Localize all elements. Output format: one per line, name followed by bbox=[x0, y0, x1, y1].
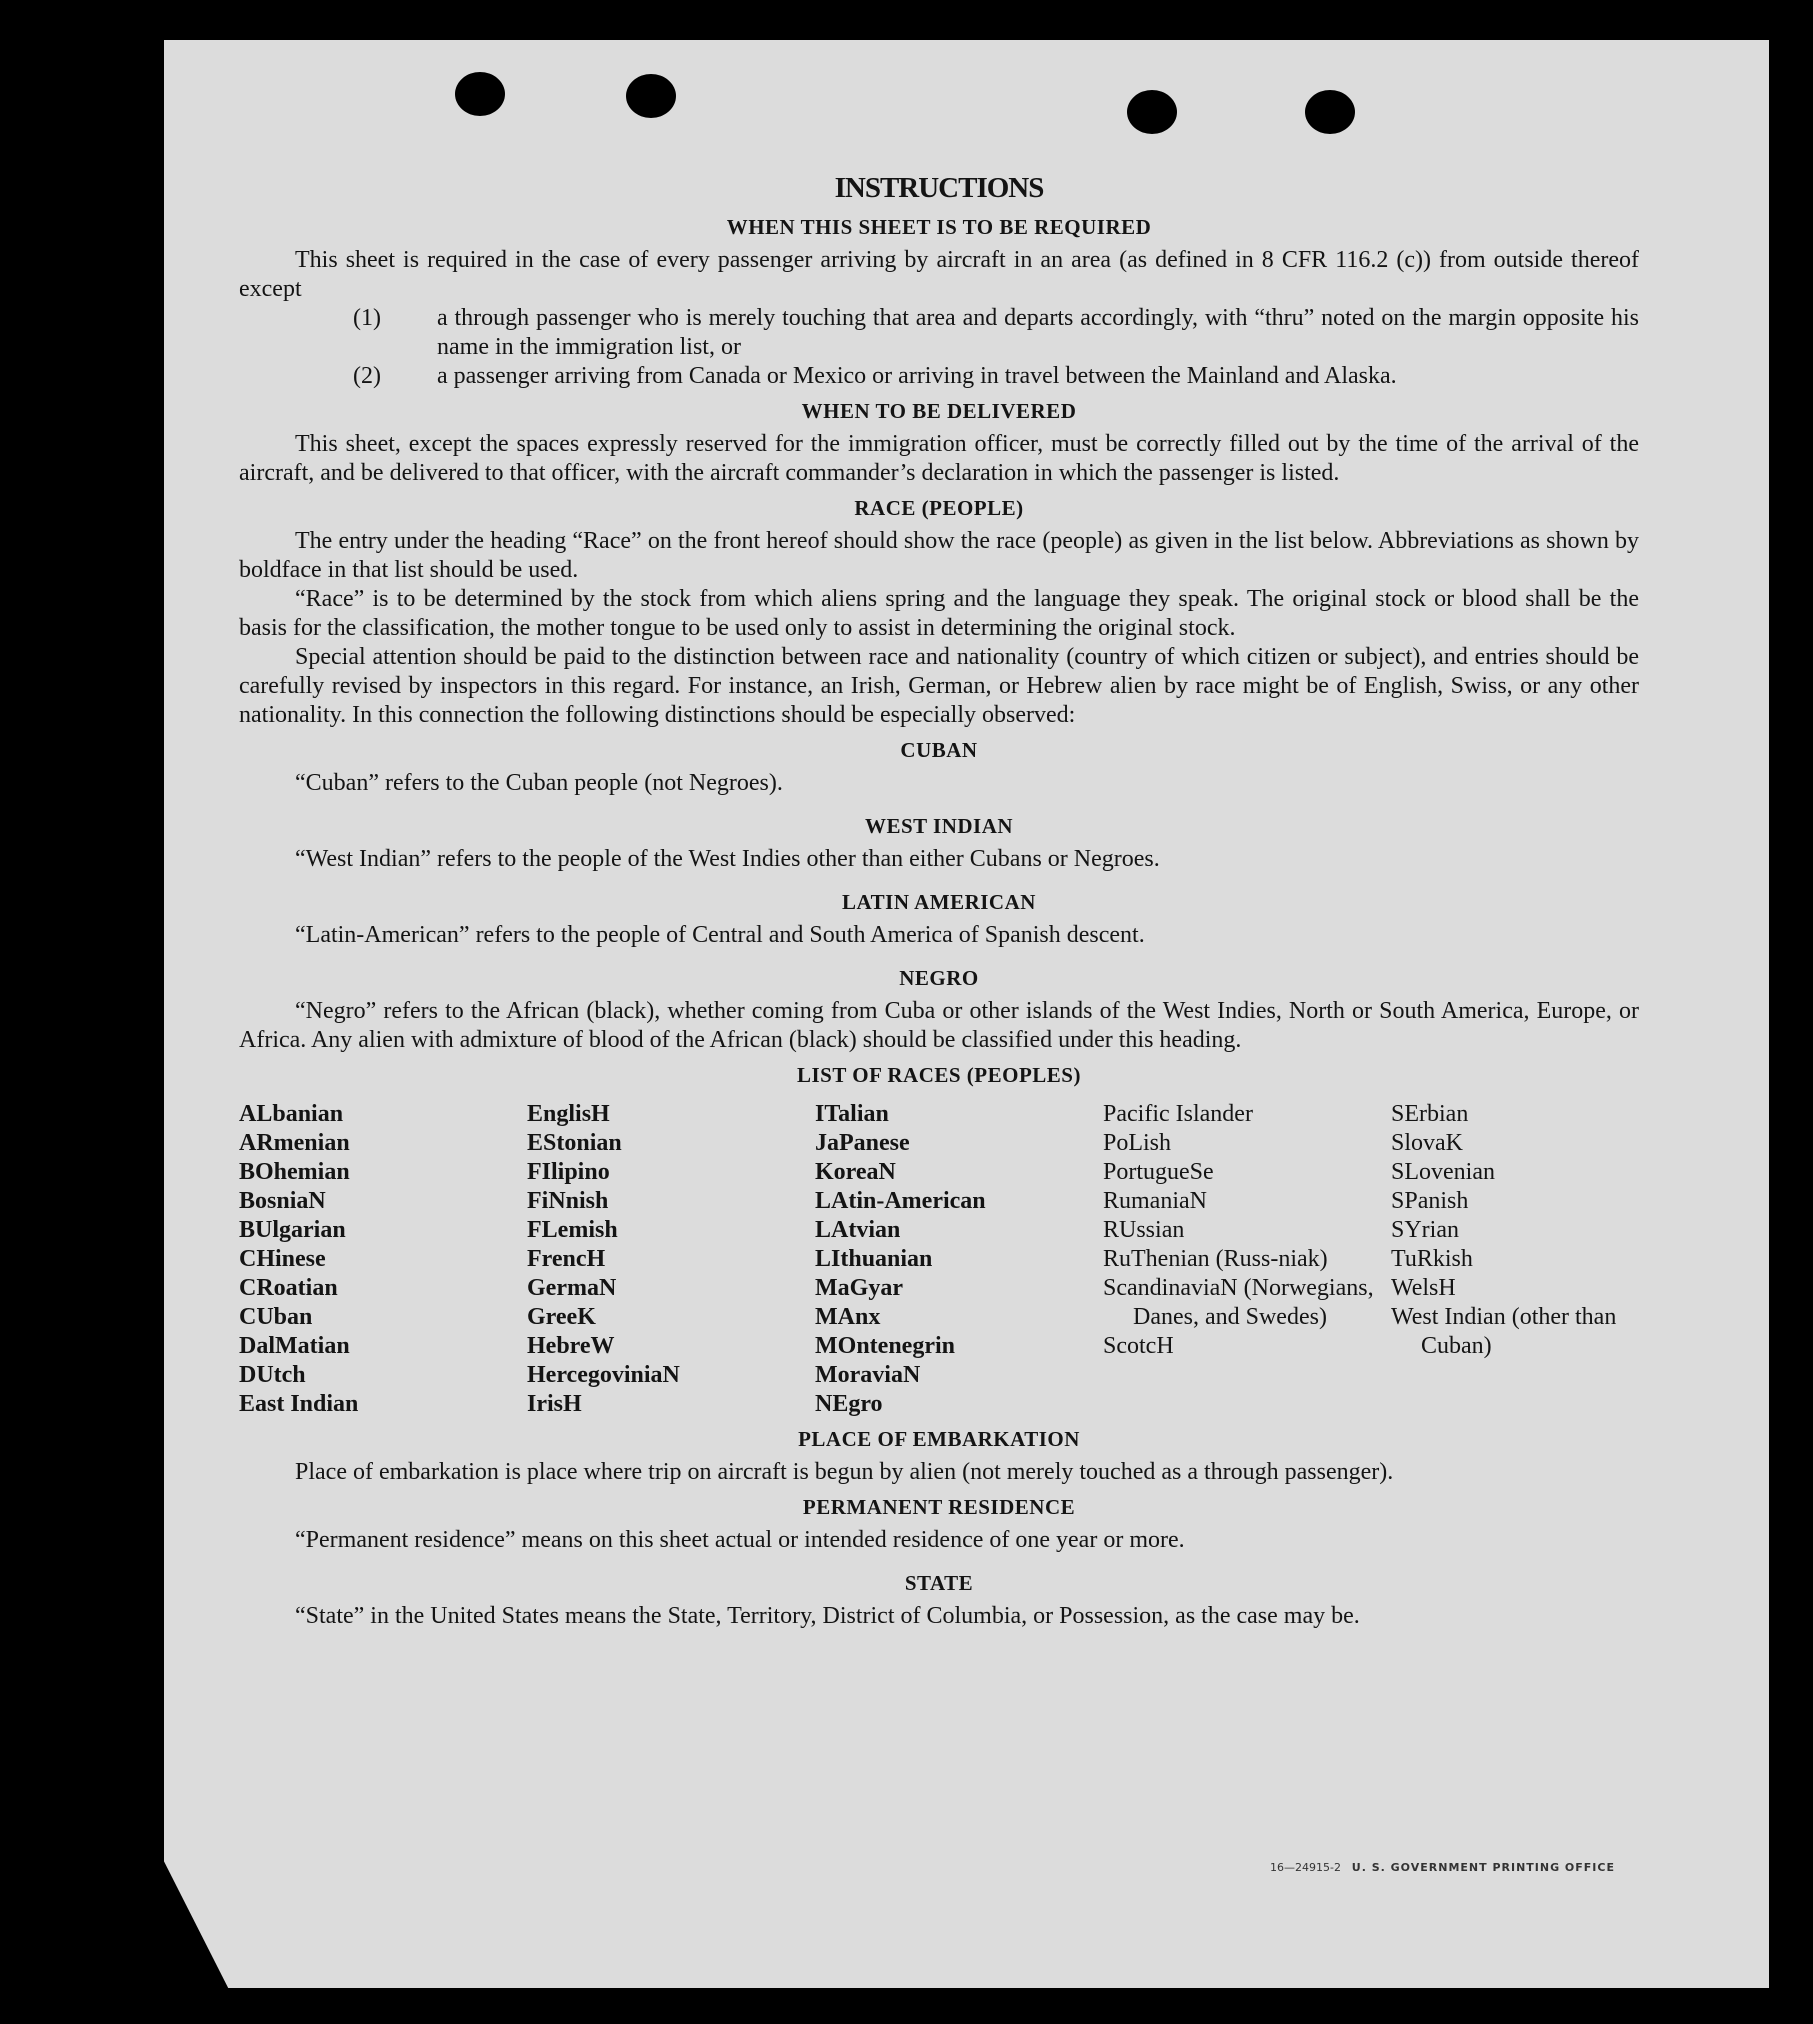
exception-item bbox=[239, 304, 1639, 362]
heading-when-delivered: WHEN TO BE DELIVERED bbox=[801, 399, 1077, 423]
race-entry: BosniaN bbox=[239, 1188, 326, 1214]
heading-latin-american: LATIN AMERICAN bbox=[842, 890, 1036, 914]
race-entry: BUlgarian bbox=[239, 1217, 346, 1243]
item-text: a through passenger who is merely touching that area and departs accordingly, with “thru” noted on the margin opposite his name in the immigration list, or bbox=[437, 305, 1639, 360]
embarkation-text: Place of embarkation is place where trip on aircraft is begun by alien (not merely touched as a through passenger). bbox=[295, 1459, 1394, 1485]
race-entry: RUssian bbox=[1103, 1217, 1185, 1243]
form-number: 16—24915-2 bbox=[1270, 1861, 1341, 1874]
race-entry: RumaniaN bbox=[1103, 1188, 1207, 1214]
heading-state: STATE bbox=[904, 1571, 974, 1595]
race-entry: LAtvian bbox=[815, 1217, 901, 1243]
races-column-3 bbox=[815, 1100, 1103, 1419]
race-entry: CRoatian bbox=[239, 1275, 338, 1301]
races-column-1 bbox=[239, 1100, 527, 1419]
punch-hole bbox=[626, 74, 676, 118]
race-entry: FiNnish bbox=[527, 1188, 609, 1214]
heading-permanent-residence: PERMANENT RESIDENCE bbox=[802, 1495, 1076, 1519]
race-entry: LIthuanian bbox=[815, 1246, 933, 1272]
permanent-residence-text: “Permanent residence” means on this sheet actual or intended residence of one year or more. bbox=[295, 1527, 1185, 1553]
race-entry: LAtin-American bbox=[815, 1188, 986, 1214]
punch-hole bbox=[455, 72, 505, 116]
heading-list-of-races: LIST OF RACES (PEOPLES) bbox=[797, 1063, 1081, 1087]
race-entry: SYrian bbox=[1391, 1217, 1459, 1243]
latin-american-text: “Latin-American” refers to the people of Central and South America of Spanish descent. bbox=[295, 922, 1145, 948]
heading-negro: NEGRO bbox=[899, 966, 979, 990]
race-entry: PortugueSe bbox=[1103, 1159, 1214, 1185]
race-entry: HercegoviniaN bbox=[527, 1362, 680, 1388]
race-entry: SLovenian bbox=[1391, 1159, 1495, 1185]
heading-embarkation: PLACE OF EMBARKATION bbox=[798, 1427, 1080, 1451]
race-entry: East Indian bbox=[239, 1391, 359, 1417]
instructions-body bbox=[239, 170, 1639, 1631]
heading-race: RACE (PEOPLE) bbox=[854, 496, 1024, 520]
race-entry: PoLish bbox=[1103, 1130, 1172, 1156]
item-text: a passenger arriving from Canada or Mexico or arriving in travel between the Mainland and Alaska. bbox=[437, 363, 1397, 389]
exception-item bbox=[239, 362, 1639, 391]
item-number: (2) bbox=[353, 363, 381, 389]
heading-when-required: WHEN THIS SHEET IS TO BE REQUIRED bbox=[726, 215, 1152, 239]
race-paragraph-2: “Race” is to be determined by the stock from which aliens spring and the language they speak. The original stock or blood shall be the basis for the classification, the mother tongue to be used only to assist in determining the original stock. bbox=[239, 586, 1639, 641]
race-paragraph-3: Special attention should be paid to the distinction between race and nationality (country of which citizen or subject), and entries should be carefully revised by inspectors in this regard. For instance, an Irish, German, or Hebrew alien by race might be of English, Swiss, or any other nationality. In this connection the following distinctions should be especially observed: bbox=[239, 644, 1639, 728]
page-title: INSTRUCTIONS bbox=[834, 172, 1044, 204]
race-entry: FIlipino bbox=[527, 1159, 610, 1185]
race-entry: TuRkish bbox=[1391, 1246, 1473, 1272]
race-entry: MOntenegrin bbox=[815, 1333, 955, 1359]
race-entry: ALbanian bbox=[239, 1101, 344, 1127]
printer-credit: U. S. GOVERNMENT PRINTING OFFICE bbox=[1351, 1861, 1615, 1874]
print-footer bbox=[1270, 1861, 1615, 1874]
race-entry: SErbian bbox=[1391, 1101, 1469, 1127]
when-required-intro: This sheet is required in the case of every passenger arriving by aircraft in an area (as defined in 8 CFR 116.2 (c)) from outside thereof except bbox=[239, 247, 1639, 302]
race-entry: KoreaN bbox=[815, 1159, 896, 1185]
races-column-2 bbox=[527, 1100, 815, 1419]
races-list bbox=[239, 1100, 1639, 1419]
race-entry: EStonian bbox=[527, 1130, 622, 1156]
race-entry: SPanish bbox=[1391, 1188, 1469, 1214]
race-entry: NEgro bbox=[815, 1391, 883, 1417]
race-entry: CHinese bbox=[239, 1246, 326, 1272]
when-delivered-text: This sheet, except the spaces expressly reserved for the immigration officer, must be correctly filled out by the time of the arrival of the aircraft, and be delivered to that officer, with the aircraft commander’s declaration in which the passenger is listed. bbox=[239, 431, 1639, 486]
race-entry: WelsH bbox=[1391, 1275, 1456, 1301]
race-entry: GreeK bbox=[527, 1304, 596, 1330]
race-entry: IrisH bbox=[527, 1391, 582, 1417]
race-entry: West Indian (other than Cuban) bbox=[1391, 1304, 1617, 1359]
punch-hole bbox=[1127, 90, 1177, 134]
race-entry: ARmenian bbox=[239, 1130, 350, 1156]
heading-west-indian: WEST INDIAN bbox=[864, 814, 1014, 838]
race-entry: EnglisH bbox=[527, 1101, 610, 1127]
race-entry: MaGyar bbox=[815, 1275, 903, 1301]
race-entry: Pacific Islander bbox=[1103, 1101, 1253, 1127]
race-entry: MoraviaN bbox=[815, 1362, 921, 1388]
race-entry: FLemish bbox=[527, 1217, 618, 1243]
race-entry: CUban bbox=[239, 1304, 313, 1330]
state-text: “State” in the United States means the State, Territory, District of Columbia, or Possession, as the case may be. bbox=[295, 1603, 1360, 1629]
races-column-4 bbox=[1103, 1100, 1391, 1419]
race-entry: ScandinaviaN (Norwegians, Danes, and Swedes) bbox=[1103, 1275, 1374, 1330]
race-entry: ScotcH bbox=[1103, 1333, 1174, 1359]
item-number: (1) bbox=[353, 305, 381, 331]
race-entry: GermaN bbox=[527, 1275, 617, 1301]
race-entry: SlovaK bbox=[1391, 1130, 1463, 1156]
negro-text: “Negro” refers to the African (black), whether coming from Cuba or other islands of the West Indies, North or South America, Europe, or Africa. Any alien with admixture of blood of the African (black) should be classified under this heading. bbox=[239, 998, 1639, 1053]
race-entry: RuThenian (Russ-niak) bbox=[1103, 1246, 1328, 1272]
race-entry: HebreW bbox=[527, 1333, 615, 1359]
race-paragraph-1: The entry under the heading “Race” on the front hereof should show the race (people) as given in the list below. Abbreviations as shown by boldface in that list should be used. bbox=[239, 528, 1639, 583]
race-entry: FrencH bbox=[527, 1246, 606, 1272]
race-entry: JaPanese bbox=[815, 1130, 910, 1156]
race-entry: DalMatian bbox=[239, 1333, 350, 1359]
west-indian-text: “West Indian” refers to the people of the West Indies other than either Cubans or Negroes. bbox=[295, 846, 1160, 872]
races-column-5 bbox=[1391, 1100, 1639, 1419]
race-entry: MAnx bbox=[815, 1304, 881, 1330]
race-entry: DUtch bbox=[239, 1362, 306, 1388]
race-entry: ITalian bbox=[815, 1101, 889, 1127]
punch-hole bbox=[1305, 90, 1355, 134]
race-entry: BOhemian bbox=[239, 1159, 350, 1185]
heading-cuban: CUBAN bbox=[900, 738, 978, 762]
cuban-text: “Cuban” refers to the Cuban people (not Negroes). bbox=[295, 770, 783, 796]
